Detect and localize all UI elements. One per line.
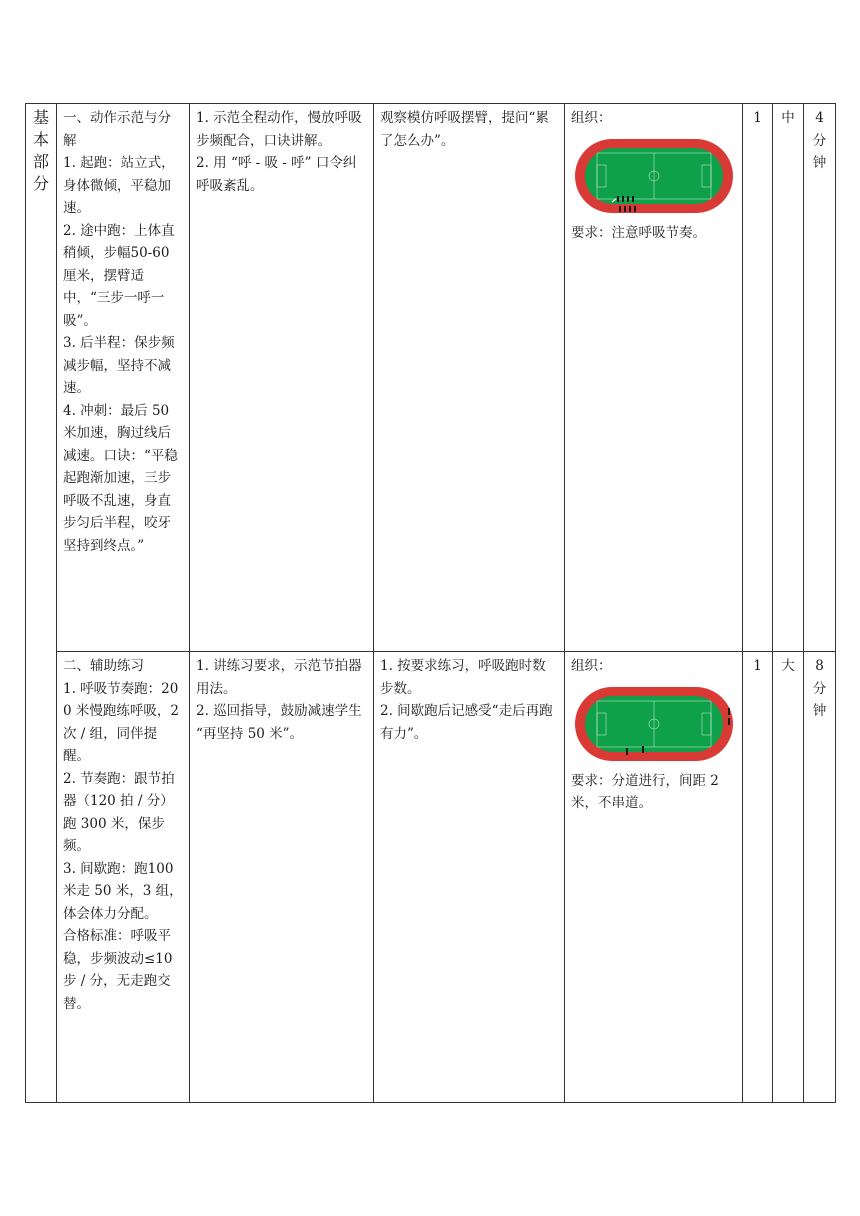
table-row [26, 104, 836, 652]
org-label: 组织： [571, 658, 612, 674]
duration-cell: 4分钟 [804, 104, 836, 652]
track-diagram [574, 138, 734, 214]
org-requirement: 要求：分道进行，间距 2 米，不串道。 [571, 772, 719, 811]
organization-cell [565, 104, 743, 652]
teacher-line: 2. 用 “呼 - 吸 - 呼” 口令纠呼吸紊乱。 [196, 155, 357, 194]
intensity-cell: 大 [773, 652, 804, 1103]
lesson-plan-table [25, 103, 836, 1103]
content-line: 2. 节奏跑：跟节拍器（120 拍 / 分）跑 300 米，保步频。 [63, 770, 175, 854]
content-line: 2. 途中跑：上体直稍倾，步幅50-60 厘米，摆臂适中，“三步一呼一吸”。 [63, 222, 175, 329]
intensity-cell: 中 [773, 104, 804, 652]
section-cell [26, 104, 57, 1103]
teacher-line: 2. 巡回指导，鼓励减速学生 “再坚持 50 米”。 [196, 703, 362, 742]
teacher-line: 1. 讲练习要求，示范节拍器用法。 [196, 658, 362, 697]
content-line: 3. 间歇跑：跑100 米走 50 米，3 组，体会体力分配。 [63, 860, 183, 922]
times-cell: 1 [743, 652, 773, 1103]
content-line: 合格标准：呼吸平稳，步频波动≤10 步 / 分，无走跑交替。 [63, 928, 173, 1012]
content-line: 3. 后半程：保步频减步幅，坚持不减速。 [63, 335, 175, 396]
content-line: 1. 呼吸节奏跑：200 米慢跑练呼吸，2 次 / 组，同伴提醒。 [63, 680, 179, 764]
organization-cell [565, 652, 743, 1103]
table-row [26, 652, 836, 1103]
content-line: 二、辅助练习 [63, 658, 144, 674]
student-line: 2. 间歇跑后记感受“走后再跑有力”。 [380, 703, 553, 742]
teacher-line: 1. 示范全程动作，慢放呼吸步频配合，口诀讲解。 [196, 110, 362, 149]
student-line: 1. 按要求练习，呼吸跑时数步数。 [380, 658, 546, 697]
duration-cell: 8分钟 [804, 652, 836, 1103]
content-line: 1. 起跑：站立式，身体微倾，平稳加速。 [63, 155, 175, 216]
teacher-activity-cell [190, 652, 374, 1103]
org-label: 组织： [571, 110, 612, 126]
teacher-activity-cell [190, 104, 374, 652]
student-activity-cell [374, 104, 565, 652]
content-cell [57, 652, 190, 1103]
content-cell [57, 104, 190, 652]
content-line: 一、动作示范与分解 [63, 110, 171, 149]
track-diagram [574, 686, 734, 762]
section-label: 基本部分 [33, 108, 50, 193]
student-activity-cell [374, 652, 565, 1103]
times-cell: 1 [743, 104, 773, 652]
content-line: 4. 冲刺：最后 50 米加速，胸过线后减速。口诀：“平稳起跑渐加速，三步呼吸不乱速，身直步匀后半程，咬牙坚持到终点。” [63, 402, 178, 554]
org-requirement: 要求：注意呼吸节奏。 [571, 224, 706, 241]
student-line: 观察模仿呼吸摆臂，提问“累了怎么办”。 [380, 110, 549, 149]
